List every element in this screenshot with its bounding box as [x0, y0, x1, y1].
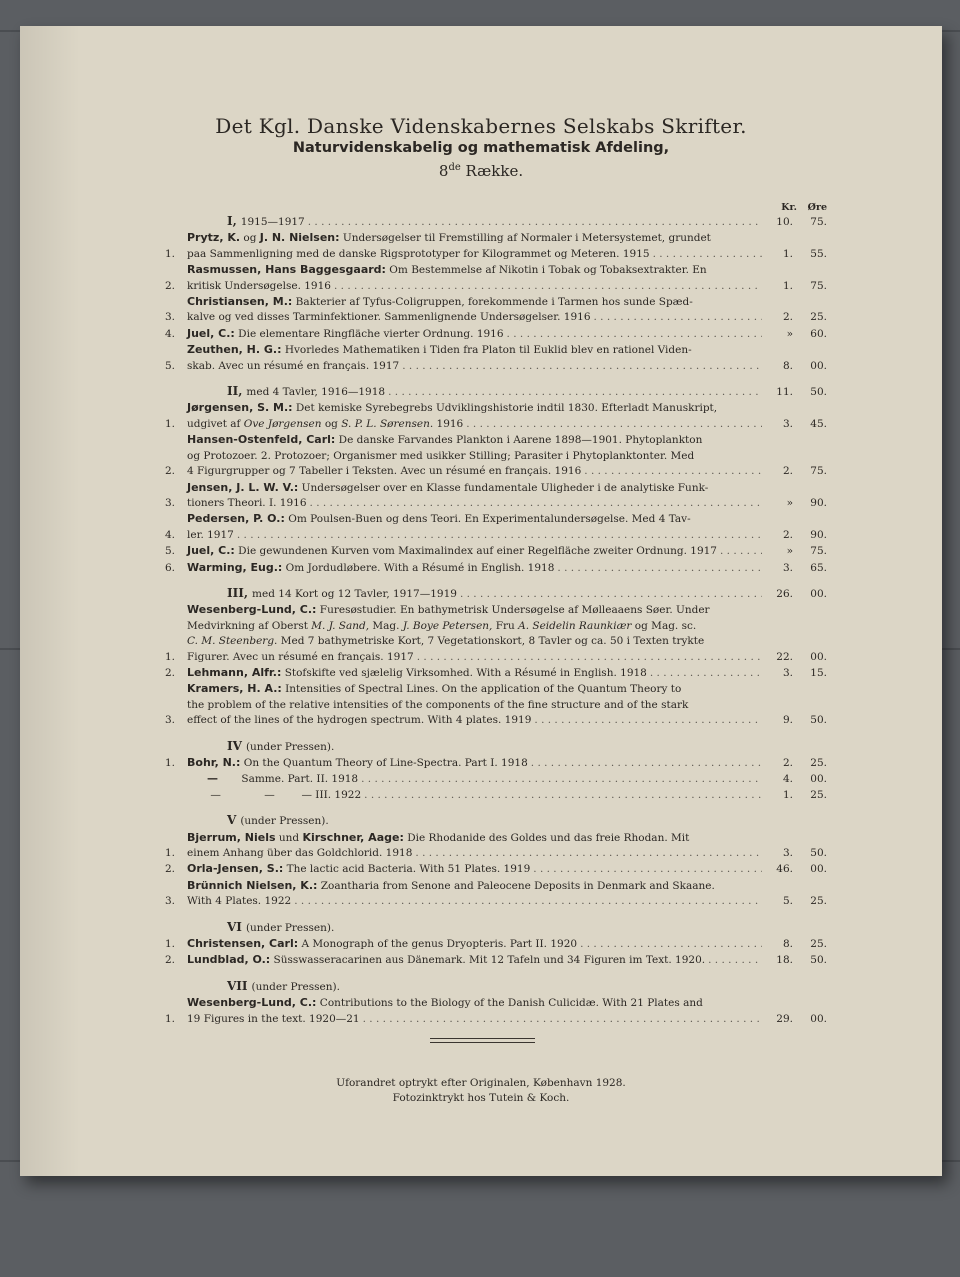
entry-line-text: Christiansen, M.: Bakterier af Tyfus-Coligruppen, forekommende i Tarmen hos sunde Spæd-: [187, 295, 693, 309]
list-item: [165, 326, 827, 342]
entry-line-text: Kramers, H. A.: Intensities of Spectral Lines. On the application of the Quantum Theory to: [187, 682, 682, 696]
entry-line-text: Lundblad, O.: Süsswasseracarinen aus Dänemark. Mit 12 Tafeln und 34 Figuren im Text. 1920.: [187, 953, 706, 967]
entry-line-text: — — — III. 1922: [187, 788, 362, 801]
entry-line: [187, 995, 827, 1011]
price-kr: 3.: [782, 847, 793, 860]
entry-line: [187, 878, 827, 894]
entry-line-text: Orla-Jensen, S.: The lactic acid Bacteria. With 51 Plates. 1919: [187, 862, 531, 876]
leader-dots: [580, 937, 762, 952]
leader-dots: [363, 1012, 762, 1027]
price-kr: »: [786, 496, 793, 509]
list-item: [165, 543, 827, 559]
leader-dots: [308, 215, 762, 230]
price-ore: 55.: [810, 247, 827, 260]
entry-line-text: Zeuthen, H. G.: Hvorledes Mathematiken i Tiden fra Platon til Euklid blev en rationel Viden-: [187, 343, 692, 357]
entry-number: 3.: [165, 496, 176, 509]
volume-numeral: V: [227, 813, 237, 828]
entry-line: [187, 560, 827, 576]
entry-line-text: Wesenberg-Lund, C.: Contributions to the Biology of the Danish Culicidæ. With 21 Plates and: [187, 996, 703, 1010]
leader-dots: [417, 650, 762, 665]
entry-line-text: effect of the lines of the hydrogen spectrum. With 4 plates. 1919: [187, 714, 532, 727]
volume-heading: [165, 739, 827, 755]
leader-dots: [466, 417, 762, 432]
entry-text: [187, 432, 827, 479]
price-ore: 50.: [810, 386, 827, 399]
volume-heading: [165, 813, 827, 829]
entry-number: 1.: [165, 417, 176, 430]
entry-line: [187, 449, 827, 464]
volume-heading: [165, 586, 827, 602]
price-ore: 25.: [810, 895, 827, 908]
entry-line-text: Hansen-Ostenfeld, Carl: De danske Farvandes Plankton i Aarene 1898—1901. Phytoplankton: [187, 433, 703, 447]
imprint-line: Fotozinktrykt hos Tutein & Koch.: [392, 1092, 570, 1104]
entry-line: [187, 262, 827, 278]
entry-line: [187, 619, 827, 634]
leader-dots: [402, 359, 762, 374]
volume-heading: [165, 920, 827, 936]
entry-line: [187, 698, 827, 713]
volume-info: (under Pressen).: [245, 740, 335, 753]
entry-line: [187, 279, 827, 294]
volume-info: (under Pressen).: [240, 815, 329, 828]
price-ore: 25.: [810, 757, 827, 769]
list-item: [165, 665, 827, 681]
entry-line: [187, 342, 827, 358]
price-ore: 90.: [810, 496, 827, 509]
entry-line: [187, 788, 827, 803]
entry-line: [187, 480, 827, 496]
list-item: [165, 432, 827, 479]
entry-line: [187, 464, 827, 479]
price-ore: 65.: [810, 561, 827, 574]
entry-line: [187, 952, 827, 968]
entry-line: [187, 771, 827, 787]
entry-line: [187, 294, 827, 310]
entry-line-text: Prytz, K. og J. N. Nielsen: Undersøgelser til Fremstilling af Normaler i Metersystemet, grundet: [187, 231, 711, 245]
entry-line-text: tioners Theori. I. 1916: [187, 496, 307, 509]
entry-line: [187, 400, 827, 416]
entry-line: [187, 936, 827, 952]
entry-number: 4.: [165, 528, 176, 541]
leader-dots: [708, 953, 762, 968]
entry-line-text: the problem of the relative intensities of the components of the fine structure and of the stark: [187, 698, 689, 711]
leader-dots: [388, 385, 762, 400]
price-ore: 75.: [810, 465, 827, 478]
entry-line-text: kalve og ved disses Tarminfektioner. Sammenlignende Undersøgelser. 1916: [187, 311, 591, 324]
entry-text: [187, 294, 827, 326]
leader-dots: [415, 846, 762, 861]
entry-line: [187, 310, 827, 325]
price-kr: 1.: [782, 247, 793, 260]
leader-dots: [334, 279, 762, 294]
price-kr: 3.: [782, 561, 793, 574]
entry-line-text: Pedersen, P. O.: Om Poulsen-Buen og dens Teori. En Experimentalundersøgelse. Med 4 Tav-: [187, 512, 691, 526]
publication-list: [165, 200, 827, 1027]
price-ore: 25.: [810, 938, 827, 951]
list-item: [165, 560, 827, 576]
ore-column-label: Øre: [807, 202, 827, 213]
entry-line-text: 4 Figurgrupper og 7 Tabeller i Teksten. Avec un résumé en français. 1916: [187, 465, 582, 478]
volume-numeral: IV: [227, 738, 242, 753]
entry-line-text: einem Anhang über das Goldchlorid. 1918: [187, 847, 413, 860]
entry-text: [187, 771, 827, 787]
entry-text: [187, 788, 827, 803]
entry-text: [187, 995, 827, 1027]
volume-heading: [165, 384, 827, 400]
entry-number: 3.: [165, 895, 176, 908]
list-item: [165, 342, 827, 374]
entry-number: 1.: [165, 247, 176, 260]
entry-line: [187, 846, 827, 861]
entry-line: [187, 326, 827, 342]
entry-line-text: Bohr, N.: On the Quantum Theory of Line-Spectra. Part I. 1918: [187, 756, 528, 769]
price-ore: 25.: [810, 311, 827, 324]
price-ore: 45.: [810, 417, 827, 430]
price-ore: 75.: [810, 216, 827, 228]
price-kr: 1.: [782, 788, 793, 801]
entry-line: [187, 650, 827, 665]
entry-line-text: Rasmussen, Hans Baggesgaard: Om Bestemmelse af Nikotin i Tobak og Tobaksextrakter. En: [187, 263, 707, 277]
entry-number: 1.: [165, 1012, 176, 1025]
entry-number: 2.: [165, 279, 176, 292]
volume-info: (under Pressen).: [245, 921, 335, 934]
entry-line-text: skab. Avec un résumé en français. 1917: [187, 359, 400, 372]
leader-dots: [237, 528, 762, 543]
entry-text: [187, 936, 827, 952]
entry-line-text: Jensen, J. L. W. V.: Undersøgelser over en Klasse fundamentale Uligheder i de analytiske Funk-: [187, 480, 709, 494]
leader-dots: [594, 310, 763, 325]
leader-dots: [361, 772, 762, 787]
entry-text: [187, 342, 827, 374]
entry-number: 1.: [165, 757, 176, 769]
entry-number: 2.: [165, 465, 176, 478]
entry-number: 4.: [165, 327, 176, 340]
list-item: [165, 400, 827, 432]
entry-text: [187, 665, 827, 681]
entry-text: [187, 755, 827, 771]
leader-dots: [534, 713, 762, 728]
leader-dots: [720, 544, 762, 559]
entry-line: [187, 230, 827, 246]
entry-line: [187, 665, 827, 681]
price-ore: 00.: [810, 587, 827, 600]
entry-number: 2.: [165, 954, 176, 967]
price-kr: 8.: [782, 938, 793, 951]
leader-dots: [653, 247, 762, 262]
price-ore: 00.: [810, 773, 827, 786]
entry-line-text: Lehmann, Alfr.: Stofskifte ved sjælelig Virksomhed. With a Résumé in English. 1918: [187, 665, 647, 679]
entry-text: [187, 830, 827, 862]
price-kr: 3.: [782, 417, 793, 430]
entry-line-text: ler. 1917: [187, 528, 234, 541]
entry-line: [187, 543, 827, 559]
leader-dots: [531, 756, 762, 771]
list-item: [165, 602, 827, 665]
entry-line: [187, 602, 827, 618]
price-ore: 25.: [810, 788, 827, 801]
entry-text: [187, 262, 827, 294]
entry-number: 2.: [165, 666, 176, 679]
entry-text: [187, 480, 827, 512]
entry-number: 3.: [165, 714, 176, 727]
entry-text: [187, 861, 827, 877]
entry-line: [187, 511, 827, 527]
leader-dots: [294, 894, 762, 909]
kr-column-label: Kr.: [781, 202, 797, 213]
price-ore: 50.: [810, 954, 827, 967]
page-header: [20, 114, 942, 181]
price-kr: 9.: [782, 714, 793, 727]
entry-text: [187, 230, 827, 262]
list-item: [165, 511, 827, 543]
entry-line: [187, 894, 827, 909]
entry-line-text: Juel, C.: Die gewundenen Kurven vom Maximalindex auf einer Regelfläche zweiter Ordnung. 1917: [187, 544, 717, 558]
entry-line-text: 19 Figures in the text. 1920—21: [187, 1012, 360, 1025]
entry-line-text: kritisk Undersøgelse. 1916: [187, 279, 331, 292]
price-kr: 11.: [776, 386, 793, 399]
price-kr: 26.: [776, 587, 793, 600]
price-ore: 50.: [810, 714, 827, 727]
list-item: [165, 830, 827, 862]
entry-line: [187, 528, 827, 543]
imprint: [20, 1076, 942, 1106]
price-kr: 29.: [776, 1012, 793, 1025]
entry-text: [187, 400, 827, 432]
volume-numeral: VI: [227, 919, 242, 934]
list-item: [165, 788, 827, 803]
volume-info: med 14 Kort og 12 Tavler, 1917—1919: [252, 587, 457, 600]
price-ore: 75.: [810, 279, 827, 292]
entry-line-text: Jørgensen, S. M.: Det kemiske Syrebegrebs Udviklingshistorie indtil 1830. Efterladt Manuskript,: [187, 401, 718, 415]
price-ore: 00.: [810, 359, 827, 372]
series-label: 8de Række.: [438, 162, 524, 180]
entry-text: [187, 878, 827, 910]
list-item: [165, 294, 827, 326]
entry-number: 6.: [165, 561, 176, 574]
entry-text: [187, 543, 827, 559]
page-subtitle: Naturvidenskabelig og mathematisk Afdeling,: [292, 140, 670, 156]
price-kr: 8.: [782, 359, 793, 372]
price-kr: 46.: [776, 863, 793, 876]
volume-numeral: III,: [227, 585, 249, 600]
price-ore: 60.: [810, 327, 827, 340]
entry-line: [187, 496, 827, 511]
price-kr: 22.: [776, 650, 793, 663]
entry-line-text: udgivet af Ove Jørgensen og S. P. L. Sørensen. 1916: [187, 417, 464, 430]
entry-number: 5.: [165, 359, 176, 372]
volume-numeral: I,: [227, 214, 237, 228]
list-item: [165, 771, 827, 787]
entry-line: [187, 634, 827, 649]
entry-text: [187, 602, 827, 665]
price-ore: 00.: [810, 650, 827, 663]
entry-line-text: Christensen, Carl: A Monograph of the genus Dryopteris. Part II. 1920: [187, 937, 578, 951]
entry-line-text: paa Sammenligning med de danske Rigsprototyper for Kilogrammet og Meteren. 1915: [187, 247, 650, 260]
leader-dots: [310, 496, 762, 511]
entry-number: 2.: [165, 863, 176, 876]
list-item: [165, 262, 827, 294]
volume-numeral: VII: [227, 978, 248, 993]
leader-dots: [460, 587, 762, 602]
entry-line: [187, 247, 827, 262]
entry-line-text: Juel, C.: Die elementare Ringfläche vierter Ordnung. 1916: [187, 326, 504, 340]
price-kr: »: [786, 545, 793, 558]
entry-line-text: With 4 Plates. 1922: [187, 895, 292, 908]
list-item: [165, 878, 827, 910]
entry-number: 1.: [165, 847, 176, 860]
volume-info: (under Pressen).: [251, 980, 340, 993]
leader-dots: [533, 862, 762, 877]
price-kr: 3.: [782, 666, 793, 679]
document-page: [20, 26, 942, 1176]
entry-line: [187, 755, 827, 771]
volume-heading: [165, 214, 827, 230]
entry-text: [187, 681, 827, 728]
price-ore: 15.: [810, 666, 827, 679]
entry-text: [187, 952, 827, 968]
imprint-line: Uforandret optrykt efter Originalen, København 1928.: [336, 1077, 626, 1089]
leader-dots: [584, 464, 762, 479]
entry-line-text: Figurer. Avec un résumé en français. 1917: [187, 650, 414, 663]
list-item: [165, 681, 827, 728]
list-item: [165, 936, 827, 952]
entry-line: [187, 861, 827, 877]
entry-line: [187, 1012, 827, 1027]
entry-line: [187, 713, 827, 728]
entry-text: [187, 560, 827, 576]
price-kr: 2.: [782, 528, 793, 541]
price-kr: 2.: [782, 311, 793, 324]
entry-line-text: og Protozoer. 2. Protozoer; Organismer med usikker Stilling; Parasiter i Phytoplanktonter. Med: [187, 449, 695, 462]
price-ore: 00.: [810, 1012, 827, 1025]
list-item: [165, 952, 827, 968]
entry-line-text: Warming, Eug.: Om Jordudløbere. With a Résumé in English. 1918: [187, 560, 555, 574]
leader-dots: [507, 327, 762, 342]
price-kr: 5.: [782, 895, 793, 908]
entry-number: 1.: [165, 938, 176, 951]
volume-heading: [165, 979, 827, 995]
price-kr: »: [786, 327, 793, 340]
entry-line: [187, 681, 827, 697]
price-kr: 4.: [782, 773, 793, 786]
divider: [430, 1042, 535, 1043]
entry-number: 3.: [165, 311, 176, 324]
price-ore: 75.: [810, 545, 827, 558]
entry-line-text: Wesenberg-Lund, C.: Furesøstudier. En bathymetrisk Undersøgelse af Mølleaaens Søer. Under: [187, 603, 710, 617]
list-item: [165, 230, 827, 262]
leader-dots: [364, 788, 762, 803]
entry-line: [187, 830, 827, 846]
entry-text: [187, 511, 827, 543]
leader-dots: [557, 561, 762, 576]
price-column-header: [165, 200, 827, 214]
leader-dots: [650, 666, 762, 681]
page-title: Det Kgl. Danske Videnskabernes Selskabs Skrifter.: [215, 114, 747, 138]
entry-line: [187, 417, 827, 432]
price-kr: 2.: [782, 757, 793, 769]
volume-numeral: II,: [227, 384, 243, 399]
list-item: [165, 480, 827, 512]
entry-line-text: Bjerrum, Niels und Kirschner, Aage: Die Rhodanide des Goldes und das freie Rhodan. Mit: [187, 830, 690, 844]
entry-line-text: Medvirkning af Oberst M. J. Sand, Mag. J. Boye Petersen, Fru A. Seidelin Raunkiær og Mag. sc.: [187, 619, 697, 632]
entry-line: [187, 359, 827, 374]
volume-info: 1915—1917: [240, 216, 305, 228]
entry-line-text: C. M. Steenberg. Med 7 bathymetriske Kort, 7 Vegetationskort, 8 Tavler og ca. 50 i Texten trykte: [187, 635, 705, 648]
price-kr: 2.: [782, 465, 793, 478]
entry-text: [187, 326, 827, 342]
entry-line-text: — Samme. Part. II. 1918: [207, 772, 359, 786]
price-ore: 90.: [810, 528, 827, 541]
list-item: [165, 995, 827, 1027]
volume-info: med 4 Tavler, 1916—1918: [246, 386, 386, 399]
entry-number: 1.: [165, 650, 176, 663]
price-ore: 50.: [810, 847, 827, 860]
price-ore: 00.: [810, 863, 827, 876]
entry-number: 5.: [165, 545, 176, 558]
list-item: [165, 861, 827, 877]
entry-line-text: Brünnich Nielsen, K.: Zoantharia from Senone and Paleocene Deposits in Denmark and Skaane.: [187, 878, 715, 892]
price-kr: 18.: [776, 954, 793, 967]
list-item: [165, 755, 827, 771]
divider: [430, 1038, 535, 1039]
price-kr: 10.: [776, 216, 793, 228]
price-kr: 1.: [782, 279, 793, 292]
entry-line: [187, 432, 827, 448]
